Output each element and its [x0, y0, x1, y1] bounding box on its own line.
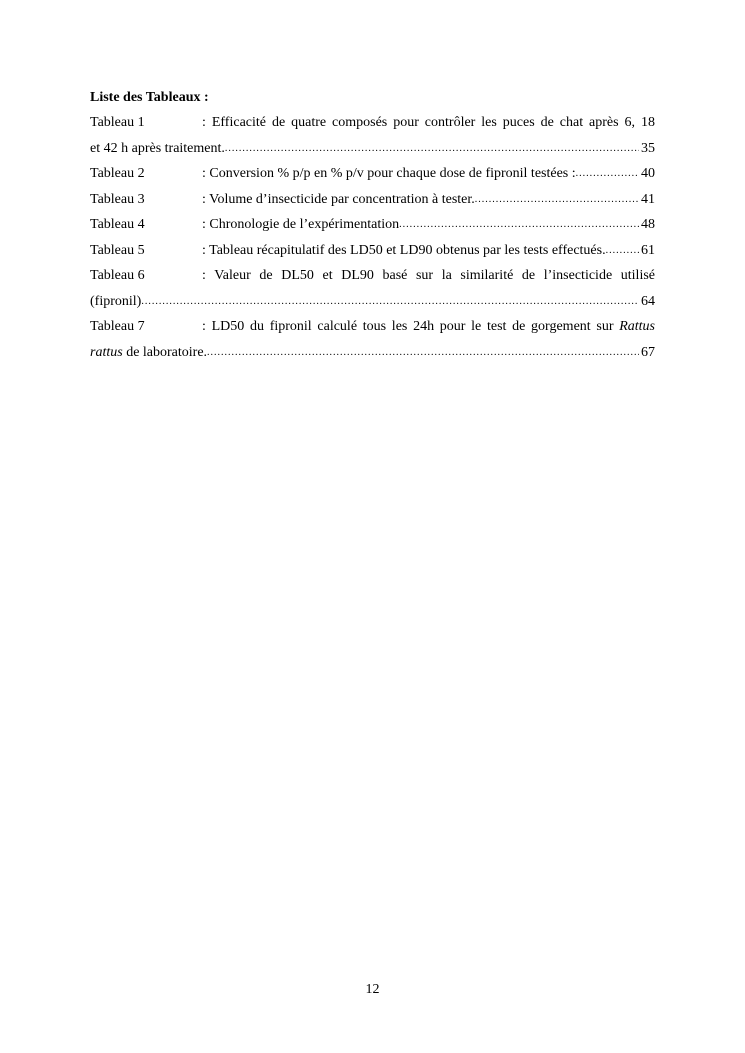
dot-leader	[225, 136, 639, 162]
entry-page-number: 41	[641, 191, 655, 207]
entry-label: Tableau 2	[90, 166, 145, 181]
entry-text-italic: rattus	[90, 344, 123, 360]
toc-entry-tableau-6[interactable]	[90, 263, 655, 314]
entry-text-line1	[202, 314, 655, 340]
page-number: 12	[365, 982, 380, 997]
dot-leader	[399, 212, 639, 238]
entry-text: : Conversion % p/p en % p/v pour chaque dose de fipronil testées :	[202, 166, 576, 181]
dot-leader	[576, 161, 639, 187]
entry-text-line1: : Valeur de DL50 et DL90 basé sur la similarité de l’insecticide utilisé	[202, 268, 655, 283]
dot-leader	[475, 187, 639, 213]
entry-text: : Volume d’insecticide par concentration à tester.	[202, 191, 475, 207]
toc-entry-tableau-4[interactable]	[90, 212, 655, 238]
entry-page-number: 40	[641, 166, 655, 181]
entry-page-number: 48	[641, 217, 655, 232]
entry-label: Tableau 5	[90, 242, 145, 258]
toc-entry-tableau-7[interactable]	[90, 314, 655, 365]
toc-entry-tableau-5[interactable]	[90, 238, 655, 264]
entry-label: Tableau 3	[90, 191, 145, 207]
entry-page-number: 35	[641, 140, 655, 156]
entry-text-line1: : Efficacité de quatre composés pour contrôler les puces de chat après 6, 18	[202, 115, 655, 130]
toc-entry-tableau-3[interactable]	[90, 187, 655, 213]
dot-leader	[606, 238, 639, 264]
entry-label: Tableau 7	[90, 319, 145, 334]
entry-text-line2: (fipronil)	[90, 293, 142, 309]
dot-leader	[141, 289, 639, 315]
entry-page-number: 61	[641, 242, 655, 258]
entry-page-number: 64	[641, 293, 655, 309]
entry-label: Tableau 6	[90, 268, 145, 283]
entry-text: : Tableau récapitulatif des LD50 et LD90 obtenus par les tests effectués.	[202, 242, 606, 258]
entry-text: : Chronologie de l’expérimentation	[202, 217, 400, 232]
list-heading: Liste des Tableaux :	[90, 90, 209, 105]
table-of-tables	[90, 86, 655, 365]
entry-label: Tableau 1	[90, 115, 145, 130]
entry-page-number: 67	[641, 344, 655, 360]
entry-label: Tableau 4	[90, 217, 145, 232]
toc-entry-tableau-2[interactable]	[90, 161, 655, 187]
entry-text-line2	[90, 340, 207, 366]
dot-leader	[207, 340, 639, 366]
entry-text-line1-main: : LD50 du fipronil calculé tous les 24h pour le test de gorgement sur	[202, 319, 620, 334]
entry-text-italic: Rattus	[619, 319, 655, 334]
entry-text-line2: et 42 h après traitement.	[90, 140, 225, 156]
entry-text-line2-main: de laboratoire.	[122, 344, 208, 360]
toc-entry-tableau-1[interactable]	[90, 110, 655, 161]
